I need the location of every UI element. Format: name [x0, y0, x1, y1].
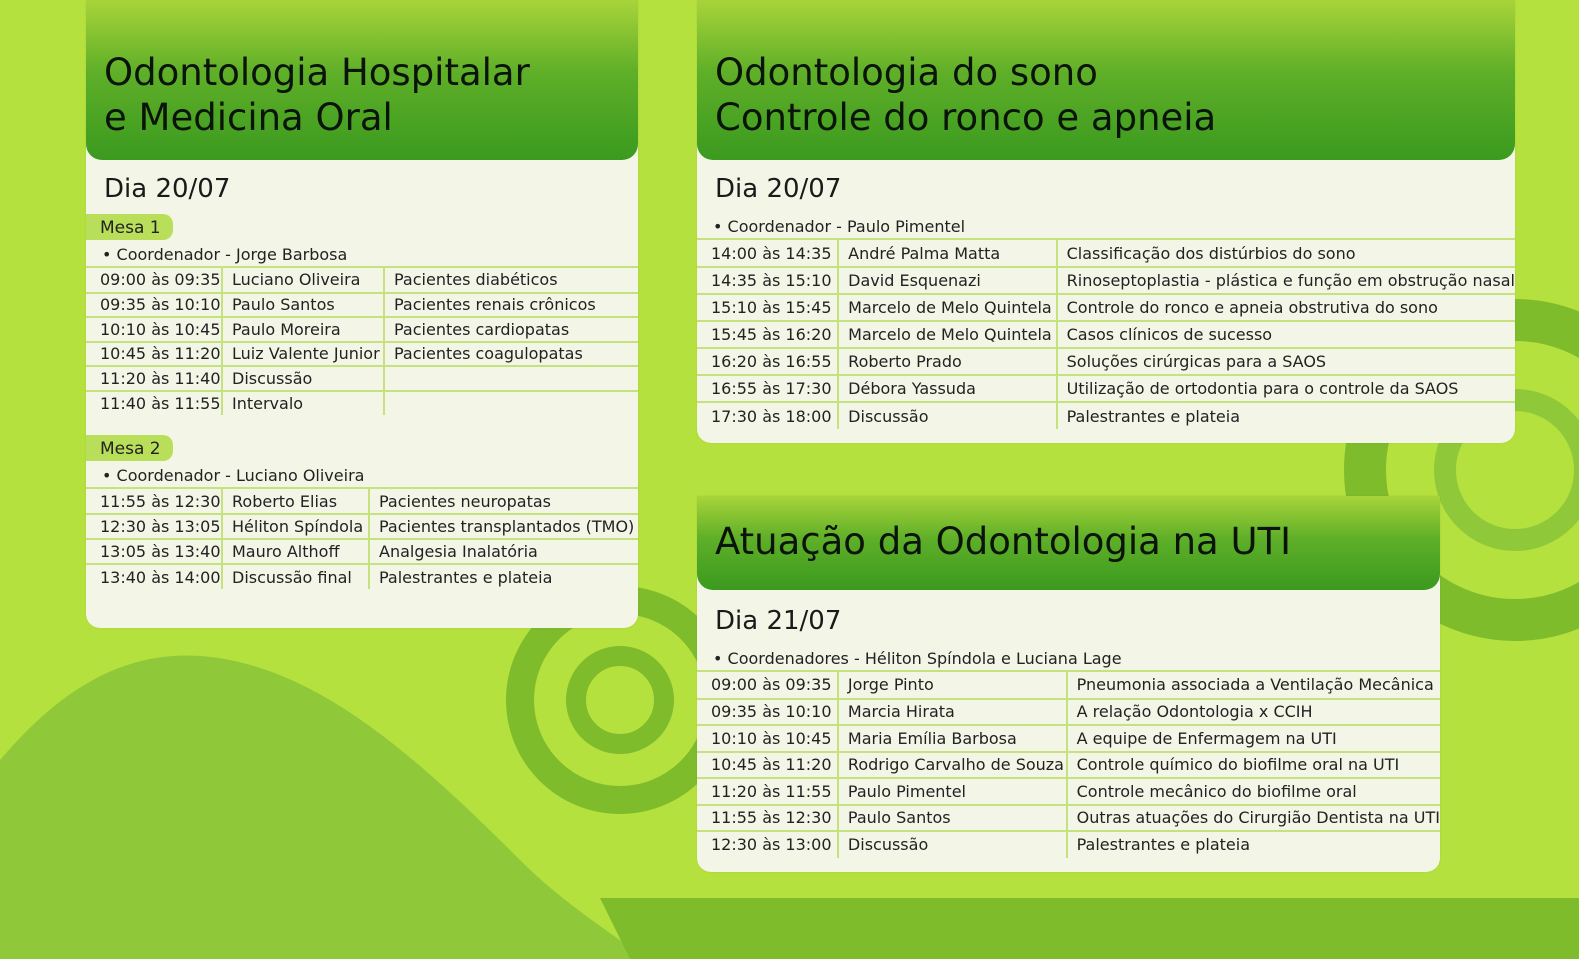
day-label: Dia 20/07 [715, 174, 842, 204]
topic-cell: Pneumonia associada a Ventilação Mecânica [1067, 672, 1440, 699]
topic-cell: Soluções cirúrgicas para a SAOS [1057, 348, 1515, 375]
table-row [86, 539, 638, 564]
table-row [697, 805, 1440, 832]
topic-cell: Controle químico do biofilme oral na UTI [1067, 752, 1440, 779]
speaker-cell: Débora Yassuda [838, 375, 1056, 402]
table-row [86, 317, 638, 342]
card-header [697, 0, 1515, 160]
time-cell: 13:05 às 13:40 [86, 539, 222, 564]
speaker-cell: Paulo Moreira [222, 317, 384, 342]
table-row [697, 672, 1440, 699]
time-cell: 09:35 às 10:10 [697, 699, 838, 726]
speaker-cell: Paulo Santos [838, 805, 1067, 832]
table-row [697, 348, 1515, 375]
topic-cell: Palestrantes e plateia [1057, 402, 1515, 429]
table-row [697, 294, 1515, 321]
coordinator: • Coordenador - Luciano Oliveira [86, 461, 638, 489]
time-cell: 10:45 às 11:20 [697, 752, 838, 779]
bottom-band [600, 898, 1579, 959]
table-row [86, 391, 638, 416]
speaker-cell: Roberto Prado [838, 348, 1056, 375]
card-title-line1: Odontologia do sono [715, 51, 1098, 94]
time-cell: 09:00 às 09:35 [86, 268, 222, 293]
time-cell: 16:55 às 17:30 [697, 375, 838, 402]
speaker-cell: David Esquenazi [838, 267, 1056, 294]
topic-cell: Outras atuações do Cirurgião Dentista na UTI [1067, 805, 1440, 832]
speaker-cell: Marcelo de Melo Quintela [838, 294, 1056, 321]
topic-cell: Utilização de ortodontia para o controle da SAOS [1057, 375, 1515, 402]
time-cell: 15:10 às 15:45 [697, 294, 838, 321]
table-row [697, 321, 1515, 348]
coordinator: • Coordenador - Paulo Pimentel [697, 212, 1515, 240]
time-cell: 14:35 às 15:10 [697, 267, 838, 294]
table-row [86, 564, 638, 589]
time-cell: 09:00 às 09:35 [697, 672, 838, 699]
table-row [697, 240, 1515, 267]
table-row [697, 752, 1440, 779]
topic-cell: Pacientes transplantados (TMO) [369, 514, 638, 539]
time-cell: 10:10 às 10:45 [697, 725, 838, 752]
day-label: Dia 20/07 [104, 174, 231, 204]
time-cell: 11:20 às 11:55 [697, 778, 838, 805]
time-cell: 10:10 às 10:45 [86, 317, 222, 342]
topic-cell [384, 391, 638, 416]
topic-cell [384, 366, 638, 391]
topic-cell: Palestrantes e plateia [1067, 831, 1440, 858]
topic-cell: Pacientes coagulopatas [384, 342, 638, 367]
speaker-cell: Marcelo de Melo Quintela [838, 321, 1056, 348]
table-row [86, 342, 638, 367]
schedule-table [697, 240, 1515, 429]
speaker-cell: Héliton Spíndola [222, 514, 369, 539]
card-title-line1: Odontologia Hospitalar [104, 51, 530, 94]
table-row [86, 293, 638, 318]
coordinator: • Coordenadores - Héliton Spíndola e Luciana Lage [697, 644, 1440, 672]
table-row [86, 268, 638, 293]
card-header [86, 0, 638, 160]
card-odontologia-sono [697, 0, 1515, 443]
speaker-cell: Paulo Pimentel [838, 778, 1067, 805]
card-odontologia-uti [697, 496, 1440, 872]
time-cell: 12:30 às 13:00 [711, 835, 832, 855]
speaker-cell: Discussão final [222, 564, 369, 589]
mesa-badge: Mesa 1 [86, 214, 173, 240]
time-cell: 14:00 às 14:35 [697, 240, 838, 267]
speaker-cell: Luiz Valente Junior [222, 342, 384, 367]
speaker-cell: Intervalo [222, 391, 384, 416]
table-row [697, 699, 1440, 726]
schedule-table [86, 268, 638, 415]
table-row [697, 725, 1440, 752]
day-label: Dia 21/07 [715, 606, 842, 636]
time-cell: 13:40 às 14:00 [100, 567, 221, 587]
card-title: Atuação da Odontologia na UTI [715, 520, 1292, 563]
speaker-cell: Discussão [222, 366, 384, 391]
table-row [86, 514, 638, 539]
speaker-cell: Jorge Pinto [838, 672, 1067, 699]
table-row [86, 489, 638, 514]
table-row [697, 778, 1440, 805]
topic-cell: Pacientes neuropatas [369, 489, 638, 514]
topic-cell: Classificação dos distúrbios do sono [1057, 240, 1515, 267]
card-header [697, 496, 1440, 590]
schedule-table [86, 489, 638, 589]
mesa-badge: Mesa 2 [86, 435, 173, 461]
topic-cell: Palestrantes e plateia [369, 564, 638, 589]
speaker-cell: Roberto Elias [222, 489, 369, 514]
speaker-cell: Mauro Althoff [222, 539, 369, 564]
topic-cell: Pacientes cardiopatas [384, 317, 638, 342]
topic-cell: Controle mecânico do biofilme oral [1067, 778, 1440, 805]
time-cell: 11:20 às 11:40 [86, 366, 222, 391]
speaker-cell: Discussão [838, 402, 1056, 429]
time-cell: 17:30 às 18:00 [711, 406, 832, 426]
time-cell: 12:30 às 13:05 [86, 514, 222, 539]
schedule-table [697, 672, 1440, 858]
time-cell: 16:20 às 16:55 [697, 348, 838, 375]
topic-cell: A relação Odontologia x CCIH [1067, 699, 1440, 726]
time-cell: 11:55 às 12:30 [697, 805, 838, 832]
topic-cell: Pacientes diabéticos [384, 268, 638, 293]
coordinator: • Coordenador - Jorge Barbosa [86, 240, 638, 268]
speaker-cell: Maria Emília Barbosa [838, 725, 1067, 752]
topic-cell: Casos clínicos de sucesso [1057, 321, 1515, 348]
table-row [697, 831, 1440, 858]
time-cell: 09:35 às 10:10 [86, 293, 222, 318]
time-cell: 15:45 às 16:20 [697, 321, 838, 348]
card-title-line2: Controle do ronco e apneia [715, 96, 1217, 139]
topic-cell: Rinoseptoplastia - plástica e função em obstrução nasal [1057, 267, 1515, 294]
table-row [697, 375, 1515, 402]
table-row [86, 366, 638, 391]
speaker-cell: André Palma Matta [838, 240, 1056, 267]
speaker-cell: Rodrigo Carvalho de Souza [838, 752, 1067, 779]
table-row [697, 267, 1515, 294]
topic-cell: Controle do ronco e apneia obstrutiva do sono [1057, 294, 1515, 321]
time-cell: 11:40 às 11:55 [100, 393, 221, 413]
topic-cell: Analgesia Inalatória [369, 539, 638, 564]
speaker-cell: Marcia Hirata [838, 699, 1067, 726]
time-cell: 11:55 às 12:30 [86, 489, 222, 514]
card-title-line2: e Medicina Oral [104, 96, 393, 139]
time-cell: 10:45 às 11:20 [86, 342, 222, 367]
speaker-cell: Paulo Santos [222, 293, 384, 318]
table-row [697, 402, 1515, 429]
card-odontologia-hospitalar [86, 0, 638, 628]
topic-cell: Pacientes renais crônicos [384, 293, 638, 318]
speaker-cell: Discussão [838, 831, 1067, 858]
speaker-cell: Luciano Oliveira [222, 268, 384, 293]
topic-cell: A equipe de Enfermagem na UTI [1067, 725, 1440, 752]
